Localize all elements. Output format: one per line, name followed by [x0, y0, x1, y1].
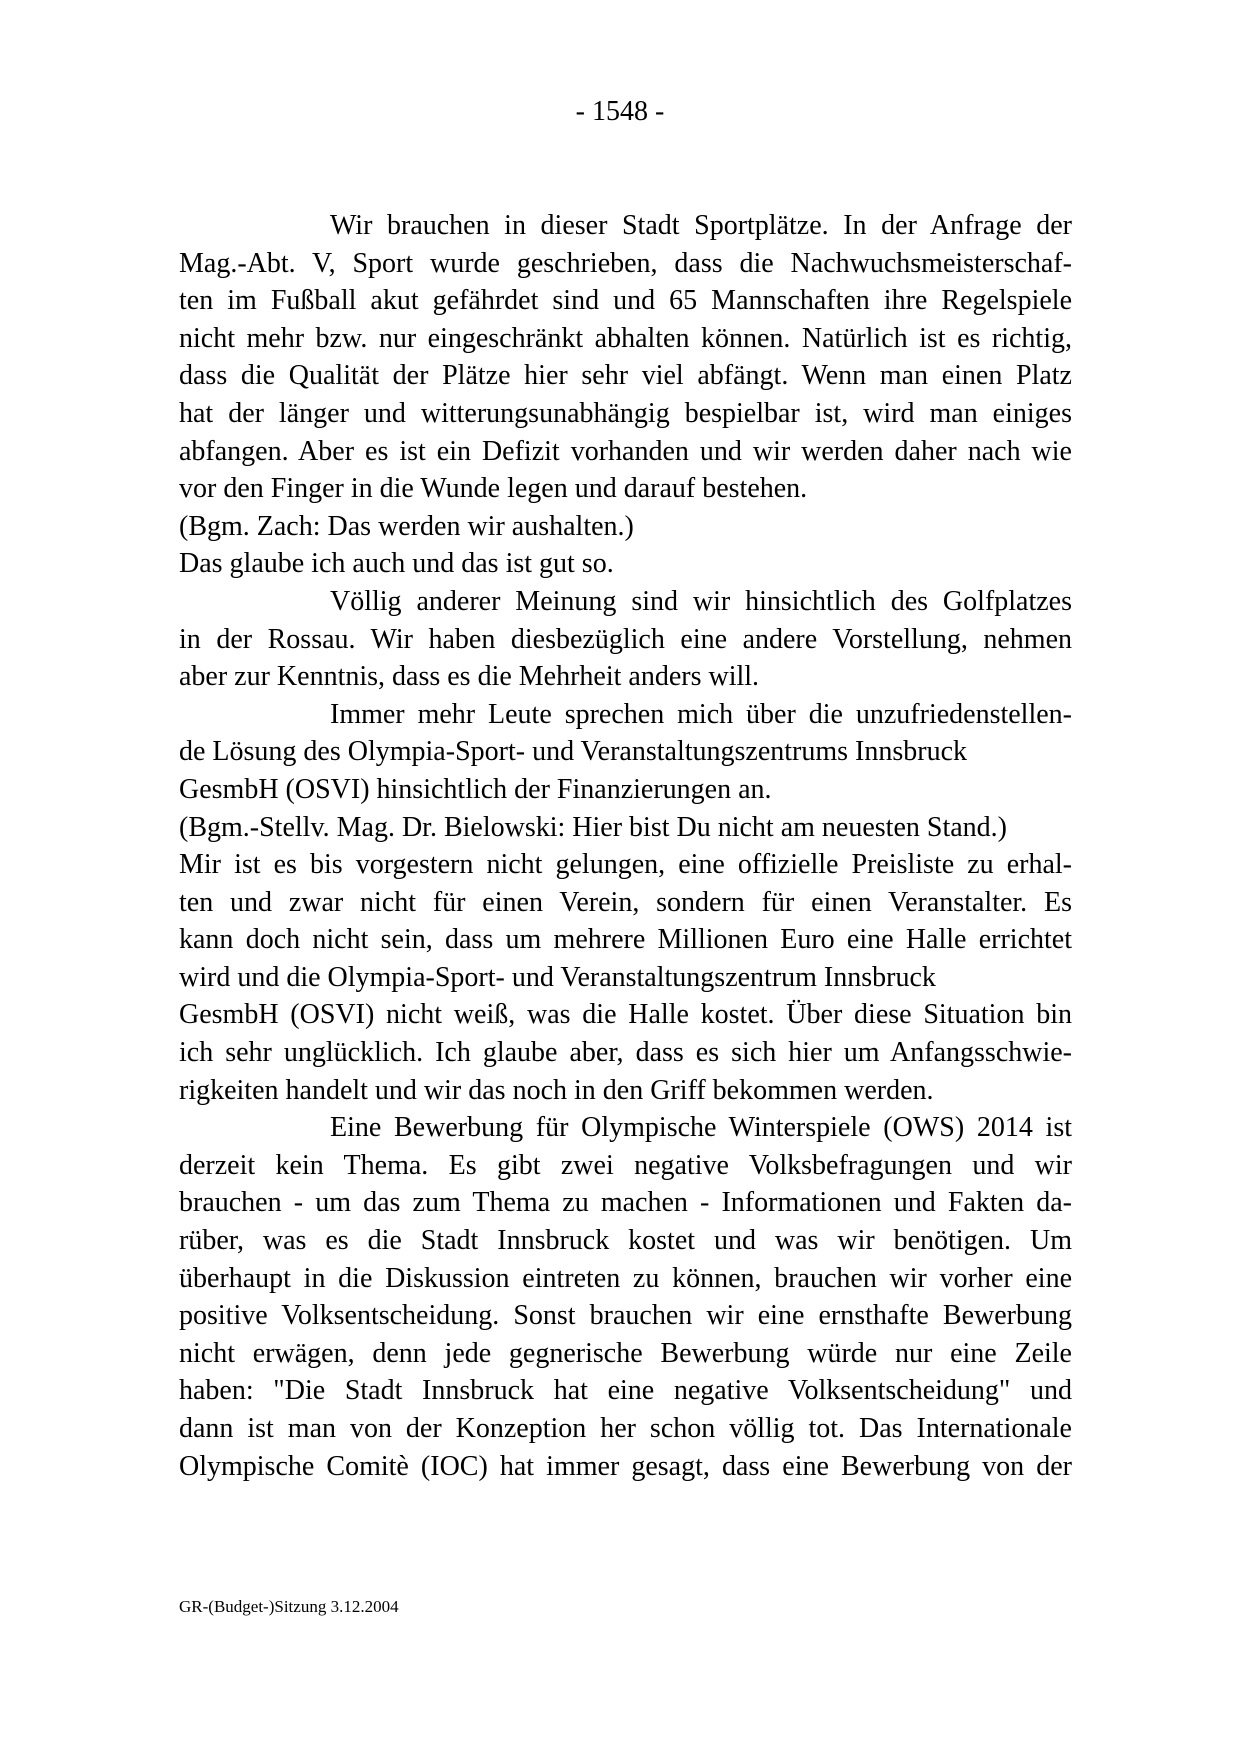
text-line: brauchen - um das zum Thema zu machen - Informationen und Fakten da- [179, 1187, 1072, 1219]
text-line: GesmbH (OSVI) hinsichtlich der Finanzierungen an. [179, 773, 772, 805]
text-line: hat der länger und witterungsunabhängig bespielbar ist, wird man einiges [179, 397, 1072, 429]
text-line: nicht erwägen, denn jede gegnerische Bewerbung würde nur eine Zeile [179, 1337, 1072, 1369]
footer-session-info: GR-(Budget-)Sitzung 3.12.2004 [179, 1597, 399, 1616]
text-line: ten im Fußball akut gefährdet sind und 65 Mannschaften ihre Regelspiele [179, 285, 1072, 317]
text-line: kann doch nicht sein, dass um mehrere Millionen Euro eine Halle errichtet [179, 924, 1072, 956]
text-line: rigkeiten handelt und wir das noch in den Griff bekommen werden. [179, 1074, 934, 1106]
text-line: aber zur Kenntnis, dass es die Mehrheit anders will. [179, 661, 760, 693]
text-line: dass die Qualität der Plätze hier sehr viel abfängt. Wenn man einen Platz [179, 360, 1072, 392]
text-line: vor den Finger in die Wunde legen und darauf bestehen. [179, 473, 808, 505]
text-line: GesmbH (OSVI) nicht weiß, was die Halle kostet. Über diese Situation bin [179, 999, 1072, 1031]
text-line: Mir ist es bis vorgestern nicht gelungen, eine offizielle Preisliste zu erhal- [179, 849, 1072, 881]
text-line: Das glaube ich auch und das ist gut so. [179, 548, 614, 580]
text-line: Mag.-Abt. V, Sport wurde geschrieben, dass die Nachwuchsmeisterschaf- [179, 247, 1072, 279]
text-line: positive Volksentscheidung. Sonst brauchen wir eine ernsthafte Bewerbung [179, 1300, 1072, 1332]
text-line: derzeit kein Thema. Es gibt zwei negative Volksbefragungen und wir [179, 1149, 1072, 1181]
text-line: rüber, was es die Stadt Innsbruck kostet und was wir benötigen. Um [179, 1225, 1072, 1257]
interjection-line: (Bgm. Zach: Das werden wir aushalten.) [179, 510, 634, 542]
page-number: - 1548 - [575, 96, 665, 127]
text-line: dann ist man von der Konzeption her schon völlig tot. Das Internationale [179, 1413, 1072, 1444]
text-line: ich sehr unglücklich. Ich glaube aber, dass es sich hier um Anfangsschwie- [179, 1037, 1072, 1069]
text-line: ten und zwar nicht für einen Verein, sondern für einen Veranstalter. Es [179, 886, 1072, 918]
body-text [179, 207, 1072, 1485]
text-line: in der Rossau. Wir haben diesbezüglich eine andere Vorstellung, nehmen [179, 623, 1072, 655]
text-line: überhaupt in die Diskussion eintreten zu können, brauchen wir vorher eine [179, 1262, 1072, 1294]
text-line: Völlig anderer Meinung sind wir hinsichtlich des Golfplatzes [330, 585, 1072, 617]
text-line: haben: "Die Stadt Innsbruck hat eine negative Volksentscheidung" und [179, 1375, 1072, 1407]
text-line: Eine Bewerbung für Olympische Winterspiele (OWS) 2014 ist [330, 1112, 1072, 1144]
text-line: Olympische Comitè (IOC) hat immer gesagt, dass eine Bewerbung von der [179, 1450, 1072, 1482]
text-line: Immer mehr Leute sprechen mich über die unzufriedenstellen- [330, 698, 1072, 730]
text-line: abfangen. Aber es ist ein Defizit vorhanden und wir werden daher nach wie [179, 435, 1072, 467]
interjection-line: (Bgm.-Stellv. Mag. Dr. Bielowski: Hier bist Du nicht am neuesten Stand.) [179, 811, 1007, 843]
text-line: nicht mehr bzw. nur eingeschränkt abhalten können. Natürlich ist es richtig, [179, 322, 1072, 354]
text-line: Wir brauchen in dieser Stadt Sportplätze. In der Anfrage der [330, 210, 1072, 241]
text-line: de Lösung des Olympia-Sport- und Veranstaltungszentrums Innsbruck [179, 736, 968, 768]
text-line: wird und die Olympia-Sport- und Veranstaltungszentrum Innsbruck [179, 961, 936, 993]
